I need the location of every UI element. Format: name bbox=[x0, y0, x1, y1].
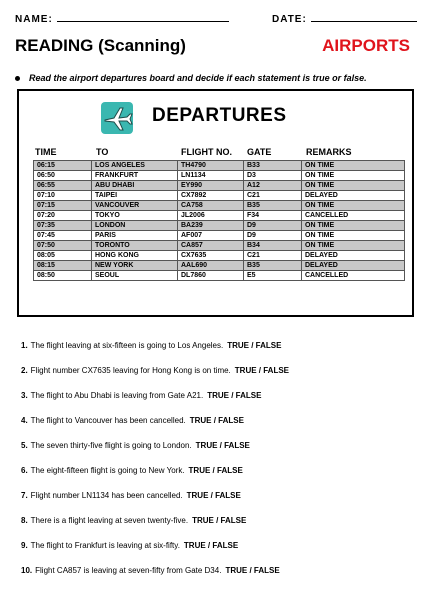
true-false-choice[interactable]: TRUE / FALSE bbox=[189, 416, 244, 425]
question-text: Flight number LN1134 has been cancelled. bbox=[30, 491, 183, 500]
gate-cell: D3 bbox=[244, 171, 302, 181]
true-false-choice[interactable]: TRUE / FALSE bbox=[207, 391, 262, 400]
remarks-cell: CANCELLED bbox=[302, 271, 405, 281]
true-false-choice[interactable]: TRUE / FALSE bbox=[234, 366, 290, 375]
departure-row bbox=[34, 161, 405, 171]
true-false-choice[interactable]: TRUE / FALSE bbox=[188, 466, 243, 475]
gate-cell: B35 bbox=[244, 201, 302, 211]
flight-number-cell: AAL690 bbox=[178, 261, 244, 271]
question-text: Flight number CX7635 leaving for Hong Kong is on time. bbox=[30, 366, 231, 375]
time-cell: 06:15 bbox=[34, 161, 92, 171]
destination-cell: LONDON bbox=[92, 221, 178, 231]
question-text: The seven thirty-five flight is going to London. bbox=[30, 441, 192, 450]
gate-cell: D9 bbox=[244, 231, 302, 241]
time-cell: 07:20 bbox=[34, 211, 92, 221]
question-number: 2. bbox=[21, 366, 28, 375]
question-number: 8. bbox=[21, 516, 28, 525]
time-cell: 06:55 bbox=[34, 181, 92, 191]
flight-number-cell: TH4790 bbox=[178, 161, 244, 171]
question-number: 7. bbox=[21, 491, 28, 500]
question-text: The flight to Abu Dhabi is leaving from Gate A21. bbox=[30, 391, 204, 400]
gate-cell: C21 bbox=[244, 251, 302, 261]
question-item bbox=[21, 516, 289, 541]
flight-number-cell: CA857 bbox=[178, 241, 244, 251]
remarks-cell: ON TIME bbox=[302, 201, 405, 211]
time-cell: 06:50 bbox=[34, 171, 92, 181]
true-false-choice[interactable]: TRUE / FALSE bbox=[192, 516, 247, 525]
question-number: 9. bbox=[21, 541, 28, 550]
destination-cell: FRANKFURT bbox=[92, 171, 178, 181]
gate-cell: E5 bbox=[244, 271, 302, 281]
remarks-cell: ON TIME bbox=[302, 231, 405, 241]
column-header-to: TO bbox=[96, 147, 109, 157]
question-text: There is a flight leaving at seven twenty-five. bbox=[30, 516, 189, 525]
flight-number-cell: AF007 bbox=[178, 231, 244, 241]
destination-cell: VANCOUVER bbox=[92, 201, 178, 211]
time-cell: 07:45 bbox=[34, 231, 92, 241]
question-number: 5. bbox=[21, 441, 28, 450]
destination-cell: HONG KONG bbox=[92, 251, 178, 261]
departure-row bbox=[34, 271, 405, 281]
bullet-icon bbox=[15, 76, 20, 81]
gate-cell: F34 bbox=[244, 211, 302, 221]
question-item bbox=[21, 541, 289, 566]
gate-cell: D9 bbox=[244, 221, 302, 231]
true-false-choice[interactable]: TRUE / FALSE bbox=[225, 566, 280, 575]
departure-row bbox=[34, 191, 405, 201]
gate-cell: C21 bbox=[244, 191, 302, 201]
column-header-flight: FLIGHT NO. bbox=[181, 147, 232, 157]
destination-cell: TOKYO bbox=[92, 211, 178, 221]
board-header-row bbox=[19, 147, 412, 159]
destination-cell: SEOUL bbox=[92, 271, 178, 281]
flight-number-cell: CX7892 bbox=[178, 191, 244, 201]
name-field[interactable] bbox=[15, 12, 229, 25]
destination-cell: TORONTO bbox=[92, 241, 178, 251]
departure-row bbox=[34, 211, 405, 221]
true-false-choice[interactable]: TRUE / FALSE bbox=[195, 441, 250, 450]
departure-row bbox=[34, 261, 405, 271]
departure-row bbox=[34, 221, 405, 231]
question-item bbox=[21, 416, 289, 441]
date-blank[interactable] bbox=[311, 12, 417, 22]
question-item bbox=[21, 366, 289, 391]
flight-number-cell: CX7635 bbox=[178, 251, 244, 261]
time-cell: 07:15 bbox=[34, 201, 92, 211]
question-item bbox=[21, 491, 289, 516]
remarks-cell: DELAYED bbox=[302, 251, 405, 261]
question-text: The flight to Frankfurt is leaving at six-fifty. bbox=[30, 541, 180, 550]
question-text: The eight-fifteen flight is going to New York. bbox=[30, 466, 185, 475]
question-item bbox=[21, 566, 289, 591]
gate-cell: B33 bbox=[244, 161, 302, 171]
airplane-icon bbox=[101, 102, 133, 134]
destination-cell: NEW YORK bbox=[92, 261, 178, 271]
question-number: 1. bbox=[21, 341, 28, 350]
time-cell: 07:35 bbox=[34, 221, 92, 231]
question-item bbox=[21, 441, 289, 466]
true-false-choice[interactable]: TRUE / FALSE bbox=[227, 341, 282, 350]
departure-row bbox=[34, 251, 405, 261]
destination-cell: LOS ANGELES bbox=[92, 161, 178, 171]
flight-number-cell: EY990 bbox=[178, 181, 244, 191]
question-item bbox=[21, 341, 289, 366]
question-text: The flight leaving at six-fifteen is going to Los Angeles. bbox=[30, 341, 224, 350]
question-item bbox=[21, 466, 289, 491]
board-title: DEPARTURES bbox=[152, 105, 287, 126]
departure-row bbox=[34, 201, 405, 211]
remarks-cell: ON TIME bbox=[302, 181, 405, 191]
question-number: 6. bbox=[21, 466, 28, 475]
time-cell: 07:50 bbox=[34, 241, 92, 251]
true-false-choice[interactable]: TRUE / FALSE bbox=[186, 491, 241, 500]
departure-row bbox=[34, 241, 405, 251]
departure-row bbox=[34, 171, 405, 181]
destination-cell: PARIS bbox=[92, 231, 178, 241]
flight-number-cell: LN1134 bbox=[178, 171, 244, 181]
departure-row bbox=[34, 181, 405, 191]
question-number: 4. bbox=[21, 416, 28, 425]
date-label: DATE: bbox=[272, 14, 307, 25]
question-text: Flight CA857 is leaving at seven-fifty from Gate D34. bbox=[35, 566, 222, 575]
flight-number-cell: DL7860 bbox=[178, 271, 244, 281]
question-list bbox=[21, 341, 289, 591]
gate-cell: A12 bbox=[244, 181, 302, 191]
flight-number-cell: BA239 bbox=[178, 221, 244, 231]
remarks-cell: DELAYED bbox=[302, 191, 405, 201]
date-field[interactable] bbox=[272, 12, 417, 25]
time-cell: 08:05 bbox=[34, 251, 92, 261]
departures-board bbox=[17, 89, 414, 317]
time-cell: 08:15 bbox=[34, 261, 92, 271]
remarks-cell: CANCELLED bbox=[302, 211, 405, 221]
time-cell: 07:10 bbox=[34, 191, 92, 201]
time-cell: 08:50 bbox=[34, 271, 92, 281]
topic-title: AIRPORTS bbox=[322, 36, 410, 55]
instruction bbox=[15, 73, 367, 83]
column-header-remarks: REMARKS bbox=[306, 147, 352, 157]
remarks-cell: ON TIME bbox=[302, 221, 405, 231]
worksheet-title: READING (Scanning) bbox=[15, 36, 186, 55]
column-header-time: TIME bbox=[35, 147, 57, 157]
destination-cell: ABU DHABI bbox=[92, 181, 178, 191]
gate-cell: B35 bbox=[244, 261, 302, 271]
flight-number-cell: CA758 bbox=[178, 201, 244, 211]
instruction-text: Read the airport departures board and decide if each statement is true or false. bbox=[29, 73, 367, 83]
question-text: The flight to Vancouver has been cancelled. bbox=[30, 416, 186, 425]
name-label: NAME: bbox=[15, 14, 53, 25]
column-header-gate: GATE bbox=[247, 147, 272, 157]
destination-cell: TAIPEI bbox=[92, 191, 178, 201]
departure-row bbox=[34, 231, 405, 241]
true-false-choice[interactable]: TRUE / FALSE bbox=[183, 541, 239, 550]
question-item bbox=[21, 391, 289, 416]
departures-table bbox=[33, 160, 405, 281]
remarks-cell: DELAYED bbox=[302, 261, 405, 271]
name-blank[interactable] bbox=[57, 12, 229, 22]
question-number: 10. bbox=[21, 566, 33, 575]
remarks-cell: ON TIME bbox=[302, 161, 405, 171]
question-number: 3. bbox=[21, 391, 28, 400]
gate-cell: B34 bbox=[244, 241, 302, 251]
flight-number-cell: JL2006 bbox=[178, 211, 244, 221]
remarks-cell: ON TIME bbox=[302, 171, 405, 181]
remarks-cell: ON TIME bbox=[302, 241, 405, 251]
